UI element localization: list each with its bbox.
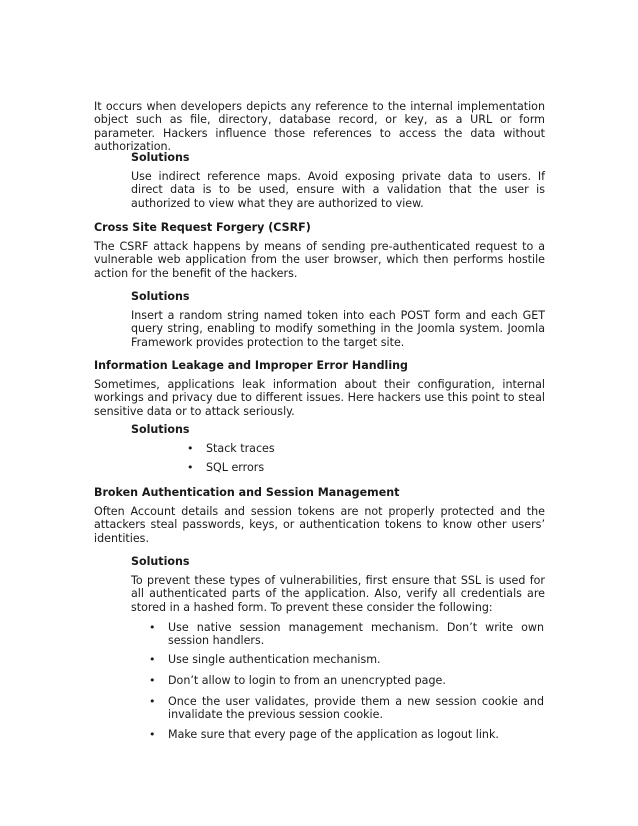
auth-list-item: Make sure that every page of the application as logout link.	[168, 728, 499, 741]
auth-list-item: Use native session management mechanism. Don’t write own session handlers.	[168, 621, 544, 648]
auth-list-item: Once the user validates, provide them a new session cookie and invalidate the previous session cookie.	[168, 695, 544, 722]
bullet: •	[149, 674, 156, 687]
bullet: •	[149, 621, 156, 634]
bullet: •	[149, 695, 156, 708]
leak-paragraph: Sometimes, applications leak information about their configuration, internal workings and privacy due to different issues. Here hackers use this point to steal sensitive data or to attack seriously.	[94, 378, 545, 418]
leak-list-item: Stack traces	[206, 442, 275, 455]
solutions-heading-1: Solutions	[131, 151, 190, 164]
solution-paragraph-1: Use indirect reference maps. Avoid exposing private data to users. If direct data is to be used, ensure with a validation that the user is authorized to view what they are authorized to view.	[131, 170, 545, 210]
leak-heading: Information Leakage and Improper Error Handling	[94, 359, 408, 372]
csrf-heading: Cross Site Request Forgery (CSRF)	[94, 221, 311, 234]
leak-list-item: SQL errors	[206, 461, 265, 474]
auth-solution-paragraph: To prevent these types of vulnerabilities, first ensure that SSL is used for all authenticated parts of the application. Also, verify all credentials are stored in a hashed form. To prevent these consider the following:	[131, 574, 545, 614]
bullet: •	[187, 442, 194, 455]
csrf-paragraph: The CSRF attack happens by means of sending pre-authenticated request to a vulnerable web application from the user browser, which then performs hostile action for the benefit of the hackers.	[94, 240, 545, 280]
bullet: •	[149, 728, 156, 741]
bullet: •	[149, 653, 156, 666]
solutions-heading-4: Solutions	[131, 555, 190, 568]
bullet: •	[187, 461, 194, 474]
solutions-heading-2: Solutions	[131, 290, 190, 303]
csrf-solution-paragraph: Insert a random string named token into each POST form and each GET query string, enabling to modify something in the Joomla system. Joomla Framework provides protection to the target site.	[131, 309, 545, 349]
auth-list-item: Don’t allow to login to from an unencrypted page.	[168, 674, 446, 687]
solutions-heading-3: Solutions	[131, 423, 190, 436]
auth-heading: Broken Authentication and Session Management	[94, 486, 400, 499]
auth-paragraph: Often Account details and session tokens are not properly protected and the attackers steal passwords, keys, or authentication tokens to know other users’ identities.	[94, 505, 545, 545]
auth-list-item: Use single authentication mechanism.	[168, 653, 381, 666]
intro-paragraph: It occurs when developers depicts any reference to the internal implementation object such as file, directory, database record, or key, as a URL or form parameter. Hackers influence those references to access the data without authorization.	[94, 100, 545, 154]
